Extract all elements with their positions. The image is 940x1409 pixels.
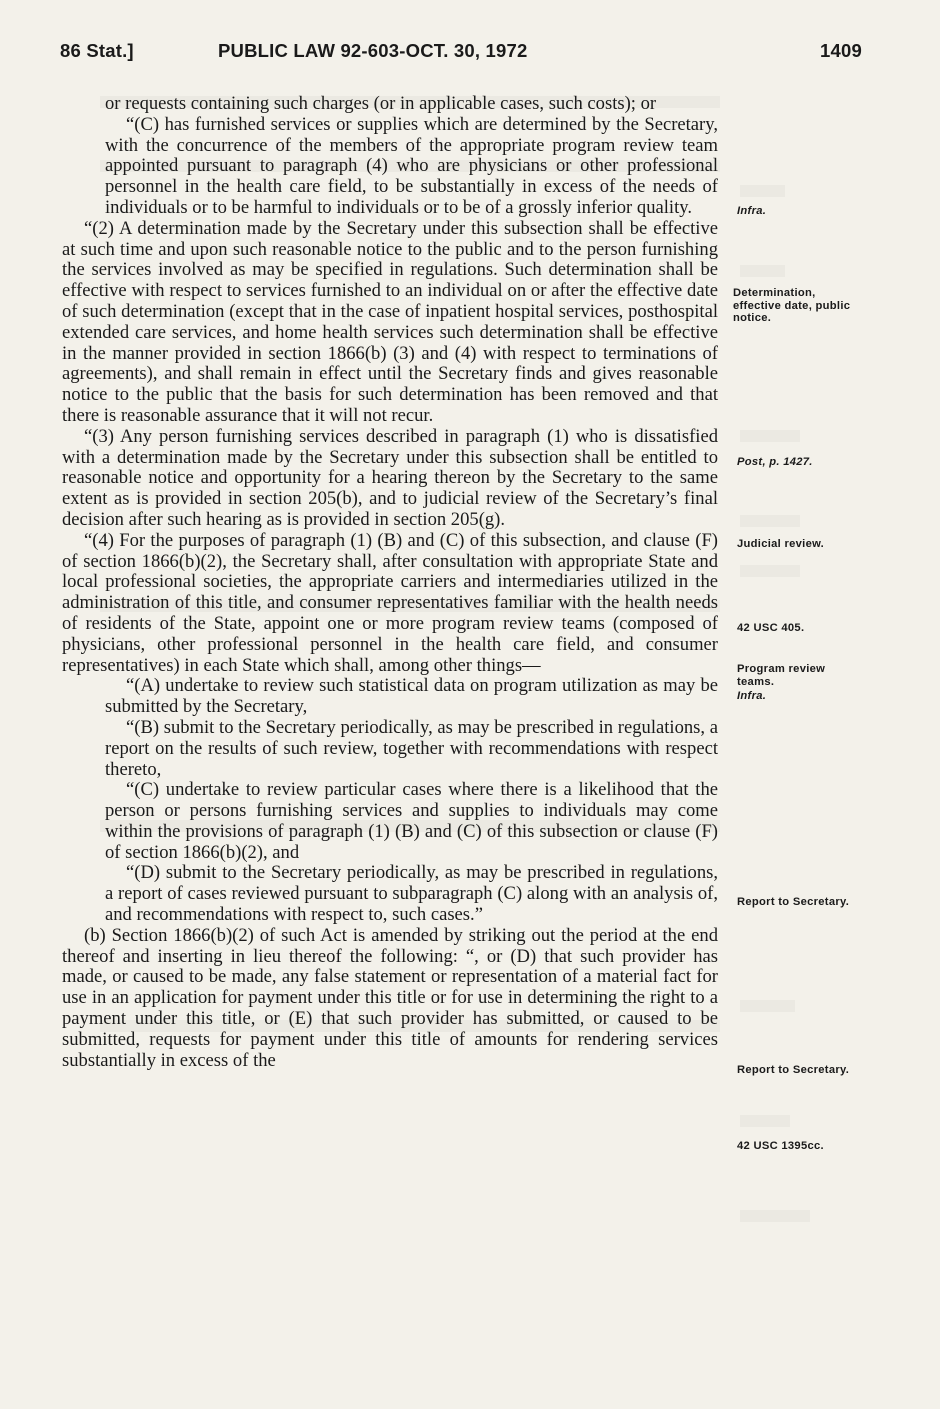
margin-note-report-1: Report to Secretary. bbox=[737, 896, 850, 908]
margin-note-42-usc-1395cc: 42 USC 1395cc. bbox=[737, 1140, 824, 1152]
margin-note-infra-2: Infra. bbox=[737, 690, 767, 702]
margin-note-judicial-review: Judicial review. bbox=[737, 538, 825, 550]
clause-c: “(C) has furnished services or supplies which are determined by the Secretary, with the concurrence of the members of the appropriate program review team appointed pursuant to paragraph (4) who are physicians or other professional personnel in the health care field, to be substantially in excess of the needs of individuals or to be harmful to individuals or to be of a grossly inferior quality. bbox=[105, 113, 718, 218]
paragraph-2: “(2) A determination made by the Secretary under this subsection shall be effective at such time and upon such reasonable notice to the public and to the person furnishing the services involved as may be specified in regulations. Such determination shall be effective with respect to services furnished to an individual on or after the effective date of such determination (except that in the case of inpatient hospital services, posthospital extended care services, and home health services such determination shall be effective in the manner provided in section 1866(b) (3) and (4) with respect to terminations of agreements), and shall remain in effect until the Secretary finds and gives reasonable notice to the public that the basis for such determination has been removed and that there is reasonable assurance that it will not recur. bbox=[62, 217, 718, 426]
subparagraph-d: “(D) submit to the Secretary periodically, as may be prescribed in regulations, a report of cases reviewed pursuant to subparagraph (C) along with an analysis of, and recommendations with respect to, such cases.” bbox=[105, 862, 718, 926]
subparagraph-a: “(A) undertake to review such statistical data on program utilization as may be submitted by the Secretary, bbox=[105, 675, 718, 718]
margin-note-post: Post, p. 1427. bbox=[737, 456, 813, 468]
subparagraph-c: “(C) undertake to review particular cases where there is a likelihood that the person or persons furnishing services and supplies to individuals may come within the provisions of paragraph (1) (B) and (C) of this subsection or clause (F) of section 1866(b)(2), and bbox=[105, 779, 718, 863]
margin-note-42-usc-405: 42 USC 405. bbox=[737, 622, 805, 634]
margin-note-program-review-teams: Program review teams. bbox=[737, 663, 826, 688]
paragraph-continuation: or requests containing such charges (or in applicable cases, such costs); or bbox=[105, 93, 657, 114]
statute-volume: 86 Stat.] bbox=[60, 40, 134, 61]
paragraph-3: “(3) Any person furnishing services described in paragraph (1) who is dissatisfied with a determination made by the Secretary under this subsection shall be entitled to reasonable notice and opportunity for a hearing thereon by the Secretary to the same extent as is provided in section 205(b), and to judicial review of the Secretary’s final decision after such hearing as is provided in section 205(g). bbox=[62, 425, 718, 530]
statute-body bbox=[62, 94, 718, 1071]
margin-note-infra: Infra. bbox=[737, 205, 767, 217]
law-title: PUBLIC LAW 92-603-OCT. 30, 1972 bbox=[218, 40, 528, 61]
page-header bbox=[60, 40, 870, 74]
margin-note-report-2: Report to Secretary. bbox=[737, 1064, 850, 1076]
margin-note-determination: Determination, effective date, public notice. bbox=[733, 287, 851, 324]
paragraph-4: “(4) For the purposes of paragraph (1) (B) and (C) of this subsection, and clause (F) of section 1866(b)(2), the Secretary shall, after consultation with appropriate State and local professional societies, the appropriate carriers and intermediaries utilized in the administration of this title, and consumer representatives familiar with the health needs of residents of the State, appoint one or more program review teams (composed of physicians, other professional personnel in the health care field, and consumer representatives) in each State which shall, among other things— bbox=[62, 529, 718, 676]
page-number: 1409 bbox=[820, 40, 862, 61]
subparagraph-b: “(B) submit to the Secretary periodically, as may be prescribed in regulations, a report on the results of such review, together with recommendations with respect thereto, bbox=[105, 716, 718, 780]
section-b-amendment: (b) Section 1866(b)(2) of such Act is amended by striking out the period at the end thereof and inserting in lieu thereof the following: “, or (D) that such provider has made, or caused to be made, any false statement or representation of a material fact for use in an application for payment under this title or for use in determining the right to a payment under this title, or (E) that such provider has submitted, or caused to be submitted, requests for payment under this title of amounts for rendering services substantially in excess of the bbox=[62, 924, 718, 1071]
